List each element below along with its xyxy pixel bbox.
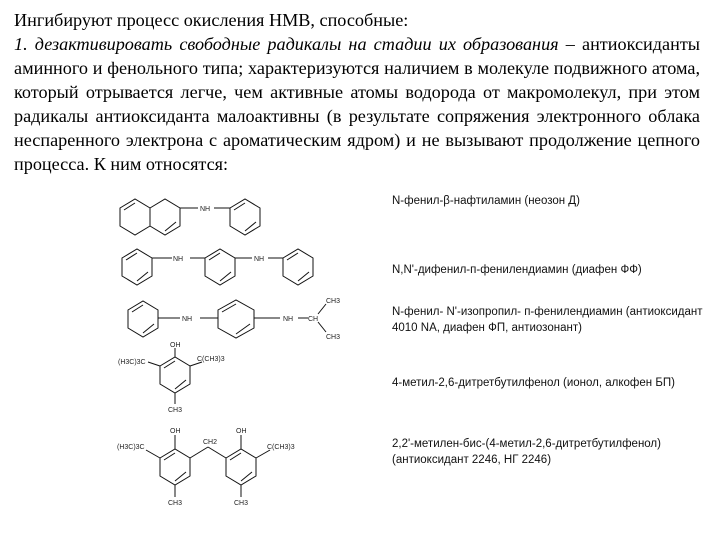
atom-label: OH: [170, 428, 181, 435]
atom-label: NH: [173, 256, 184, 263]
compound-label-2: N,N'-дифенил-п-фенилендиамин (диафен ФФ): [392, 264, 642, 276]
atom-label: (H3C)3C: [117, 444, 145, 451]
item-italic-text: дезактивировать свободные радикалы на стадии их образования: [34, 34, 559, 54]
atom-label: (H3C)3C: [118, 359, 146, 366]
structure-atom-labels: [117, 206, 340, 507]
atom-label: CH3: [326, 334, 341, 341]
atom-label: C(CH3)3: [197, 356, 225, 363]
item-rest-text: – антиоксиданты аминного и фенольного типа; характеризуются наличием в молекуле подвижного атома, который отрывается легче, чем активные атомы водорода от макромолекул, при этом радикалы антиоксиданта малоактивны (в результате сопряжения электронного облака неспаренного электрона с ароматическим ядром) и не вызывают продолжение цепного процесса. К ним относятся:: [14, 34, 700, 174]
atom-label: OH: [236, 428, 247, 435]
atom-label: CH3: [234, 500, 249, 507]
atom-label: NH: [283, 316, 294, 323]
compound-label-4: 4-метил-2,6-дитретбутилфенол (ионол, алкофен БП): [392, 377, 675, 389]
structure-diafen-ff: [122, 249, 313, 285]
item-number: 1.: [14, 34, 28, 54]
atom-label: CH2: [203, 439, 218, 446]
compound-label-3: N-фенил- N'-изопропил- п-фенилендиамин (антиоксидант 4010 NA, диафен ФП, антиозонант): [392, 306, 703, 334]
atom-label: NH: [254, 256, 265, 263]
atom-label: NH: [200, 206, 211, 213]
atom-label: NH: [182, 316, 193, 323]
atom-label: C(CH3)3: [267, 444, 295, 451]
structure-neozone-d: [120, 199, 260, 235]
atom-label: CH3: [326, 298, 341, 305]
structure-diafen-fp: [128, 300, 326, 338]
atom-label: CH: [308, 316, 319, 323]
structure-ionol: [148, 348, 202, 404]
atom-label: CH3: [168, 407, 183, 414]
compound-label-1: N-фенил-β-нафтиламин (неозон Д): [392, 195, 580, 207]
atom-label: OH: [170, 342, 181, 349]
atom-label: CH3: [168, 500, 183, 507]
intro-line: Ингибируют процесс окисления НМВ, способные:: [14, 10, 409, 30]
compound-label-5: 2,2'-метилен-бис-(4-метил-2,6-дитретбутилфенол) (антиоксидант 2246, НГ 2246): [392, 438, 661, 466]
